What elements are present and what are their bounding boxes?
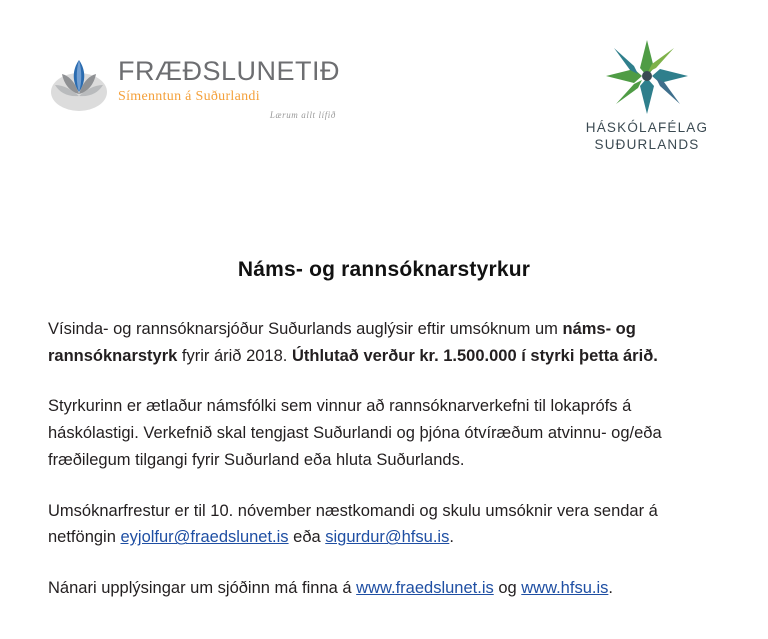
fraedslunetid-logo — [48, 52, 340, 120]
paragraph4-part1: Nánari upplýsingar um sjóðinn má finna á — [48, 579, 357, 598]
hfsu-logo-line2: SUÐURLANDS — [594, 136, 700, 152]
paragraph1-part2: fyrir árið 2018. — [177, 346, 292, 365]
brand-name: FRÆÐSLUNETIÐ — [118, 56, 341, 86]
hfsu-logo — [562, 38, 732, 154]
paragraph1-bold2: Úthlutað verður kr. 1.500.000 í styrki þetta árið. — [291, 346, 658, 365]
paragraph3-part1: Umsóknarfrestur er til 10. nóvember næstkomandi og skulu umsóknir vera sendar á netföngin — [48, 501, 658, 547]
paragraph3-part2: eða — [288, 528, 326, 547]
hfsu-logo-text — [562, 120, 732, 154]
email-link-eyjolfur[interactable]: eyjolfur@fraedslunet.is — [120, 528, 289, 547]
website-link-hfsu[interactable]: www.hfsu.is — [521, 579, 609, 598]
paragraph4-part3: . — [608, 579, 613, 598]
paragraph1-part1: Vísinda- og rannsóknarsjóður Suðurlands auglýsir eftir umsóknum um — [48, 320, 563, 338]
email-link-sigurdur[interactable]: sigurdur@hfsu.is — [325, 528, 450, 547]
paragraph-more-info — [48, 575, 720, 602]
lotus-flower-icon — [48, 52, 110, 114]
paragraph3-part3: . — [449, 528, 454, 547]
brand-subtitle: Símenntun á Suðurlandi — [118, 89, 260, 104]
paragraph-announcement — [48, 316, 720, 369]
brand-tagline: Lærum allt lífið — [269, 110, 337, 120]
document-body — [0, 258, 768, 602]
document-header — [0, 0, 768, 170]
hfsu-logo-line1: HÁSKÓLAFÉLAG — [585, 120, 709, 135]
paragraph1-bold1: náms- og rannsóknarstyrk — [48, 320, 636, 365]
paragraph-eligibility: Styrkurinn er ætlaður námsfólki sem vinnur að rannsóknarverkefni til lokaprófs á háskólastigi. Verkefnið skal tengjast Suðurlandi og þjóna ótvíræðum atvinnu- og/eða fræðilegum tilgangi fyrir Suðurland eða hluta Suðurlands. — [48, 397, 662, 469]
paragraph-deadline — [48, 498, 720, 551]
four-pointed-star-icon — [604, 38, 690, 116]
paragraph4-part2: og — [493, 579, 522, 598]
website-link-fraedslunet[interactable]: www.fraedslunet.is — [356, 579, 494, 598]
fraedslunetid-logo-text — [118, 52, 340, 120]
page-title: Náms- og rannsóknarstyrkur — [237, 258, 531, 281]
